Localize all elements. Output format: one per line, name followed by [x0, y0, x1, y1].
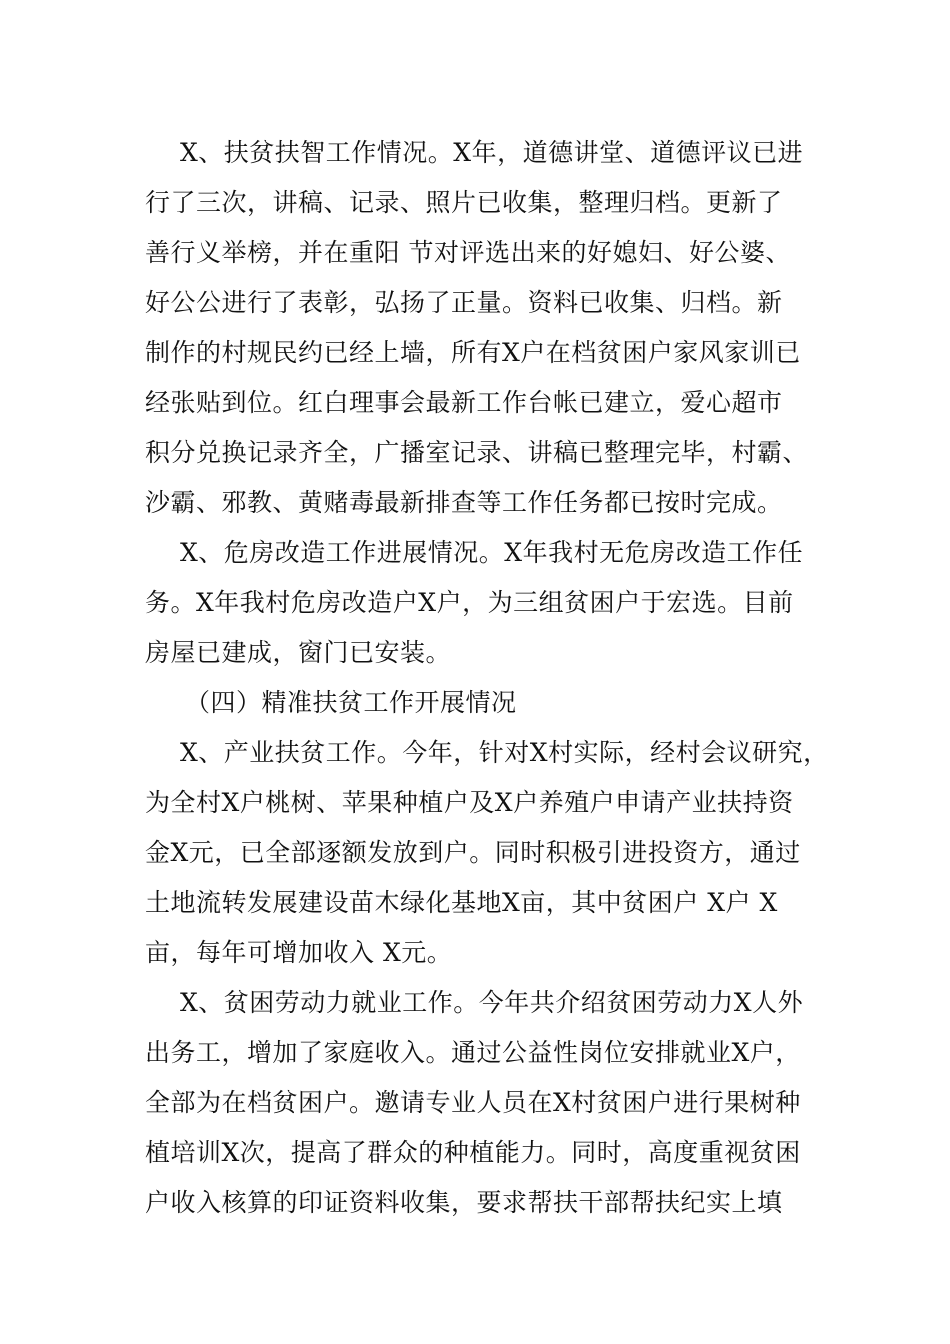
paragraph-line: 行了三次，讲稿、记录、照片已收集，整理归档。更新了 — [145, 188, 783, 217]
paragraph-line: 全部为在档贫困户。邀请专业人员在X村贫困户进行果树种 — [145, 1088, 801, 1117]
paragraph-line: 好公公进行了表彰，弘扬了正量。资料已收集、归档。新 — [145, 288, 783, 317]
paragraph-line: 亩，每年可增加收入 X元。 — [145, 938, 453, 967]
paragraph-line: 植培训X次，提高了群众的种植能力。同时，高度重视贫困 — [145, 1138, 801, 1167]
paragraph-line: X、贫困劳动力就业工作。今年共介绍贫困劳动力X人外 — [180, 988, 804, 1017]
paragraph-line: 积分兑换记录齐全，广播室记录、讲稿已整理完毕，村霸、 — [145, 438, 809, 467]
paragraph-line: 为全村X户桃树、苹果种植户及X户养殖户申请产业扶持资 — [145, 788, 794, 817]
paragraph-line: 务。X年我村危房改造户X户，为三组贫困户于宏选。目前 — [145, 588, 794, 617]
paragraph-line: 金X元，已全部逐额发放到户。同时积极引进投资方，通过 — [145, 838, 801, 867]
paragraph-line: 户收入核算的印证资料收集，要求帮扶干部帮扶纪实上填 — [145, 1188, 783, 1217]
paragraph-line: 出务工，增加了家庭收入。通过公益性岗位安排就业X户， — [145, 1038, 801, 1067]
paragraph-line: X、产业扶贫工作。今年，针对X村实际，经村会议研究， — [180, 738, 829, 767]
paragraph-line: X、扶贫扶智工作情况。X年，道德讲堂、道德评议已进 — [180, 138, 804, 167]
section-heading: （四）精准扶贫工作开展情况 — [185, 688, 517, 717]
paragraph-line: 土地流转发展建设苗木绿化基地X亩，其中贫困户 X户 X — [145, 888, 778, 917]
paragraph-line: 房屋已建成，窗门已安装。 — [145, 638, 452, 667]
paragraph-line: 沙霸、邪教、黄赌毒最新排查等工作任务都已按时完成。 — [145, 488, 783, 517]
paragraph-line: 制作的村规民约已经上墙，所有X户在档贫困户家风家训已 — [145, 338, 801, 367]
paragraph-line: X、危房改造工作进展情况。X年我村无危房改造工作任 — [180, 538, 804, 567]
paragraph-line: 经张贴到位。红白理事会最新工作台帐已建立，爱心超市 — [145, 388, 783, 417]
paragraph-line: 善行义举榜，并在重阳 节对评选出来的好媳妇、好公婆、 — [145, 238, 791, 267]
